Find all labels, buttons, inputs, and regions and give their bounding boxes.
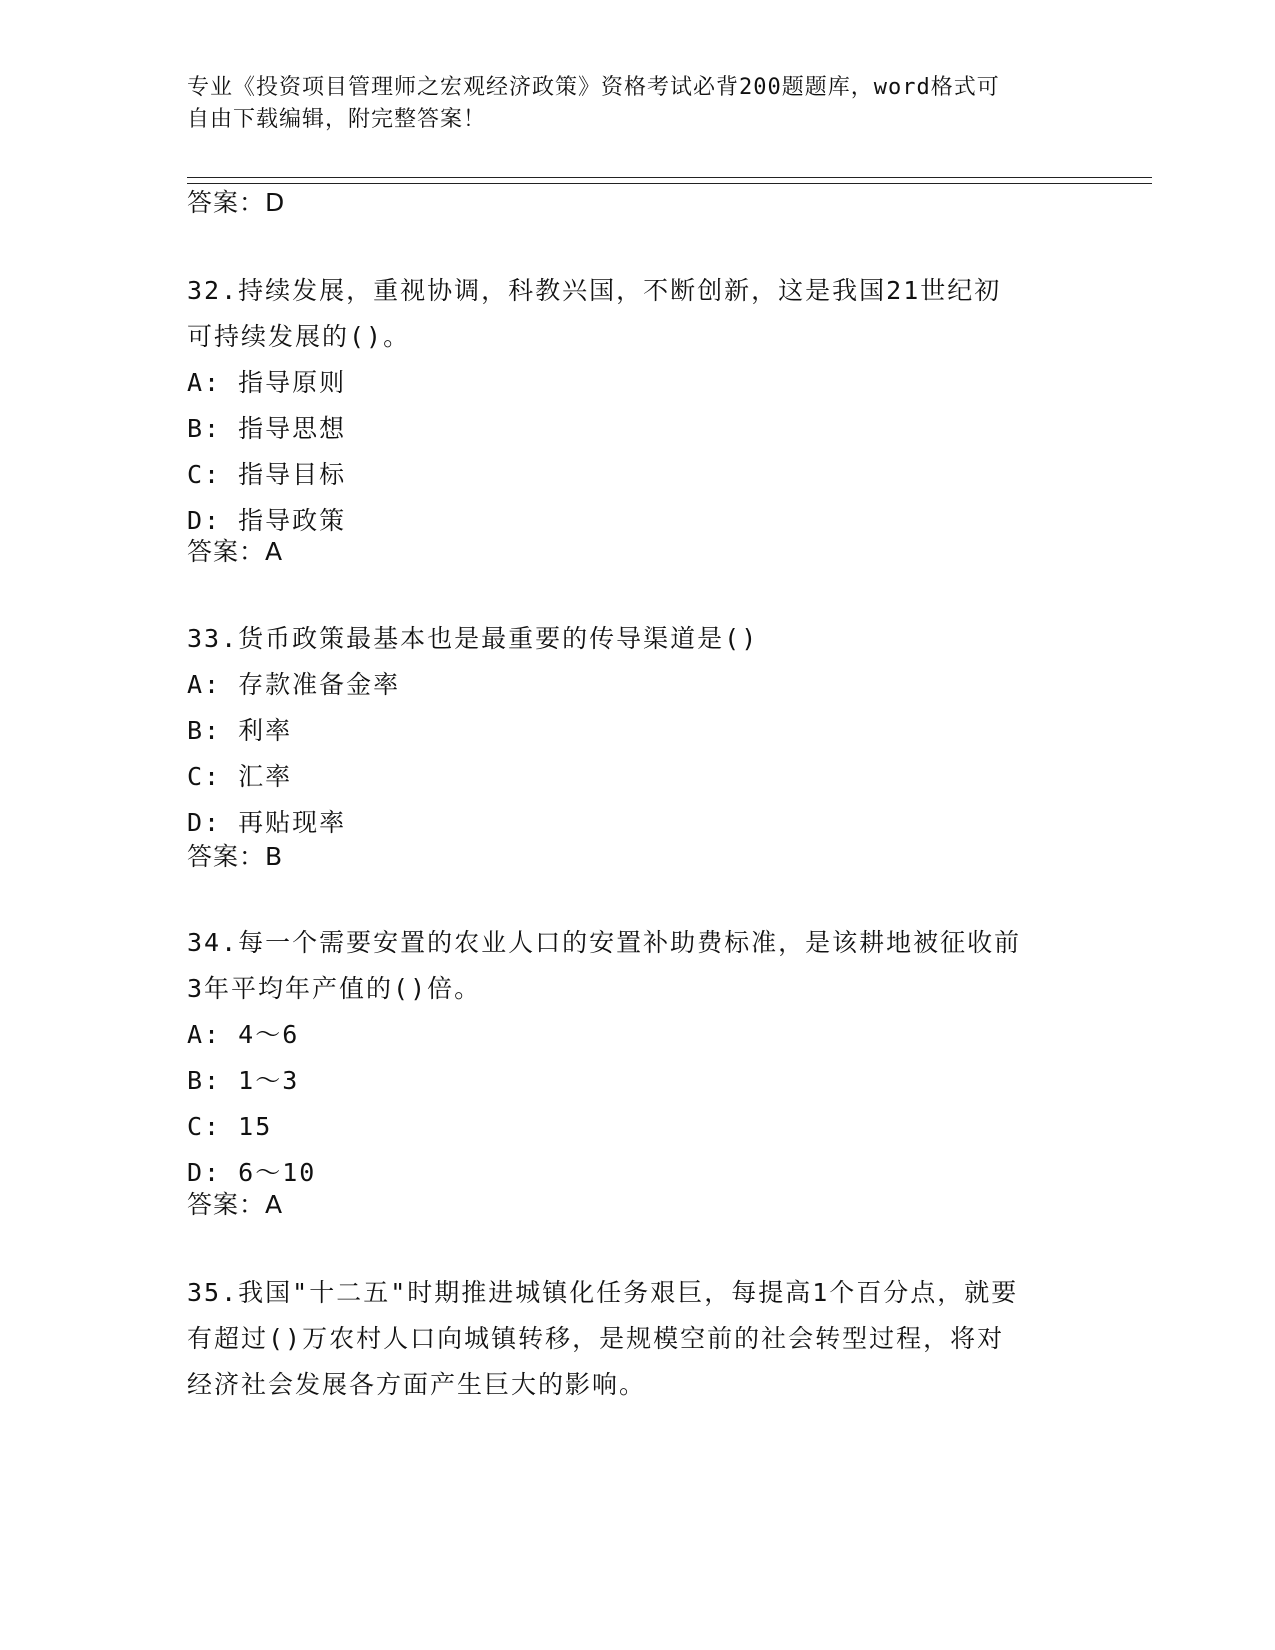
- question-33-option-a: A: 存款准备金率: [187, 670, 401, 699]
- header-line-1: 专业《投资项目管理师之宏观经济政策》资格考试必背200题题库，word格式可: [187, 75, 1000, 100]
- question-32-stem-line-1: 32.持续发展，重视协调，科教兴国，不断创新，这是我国21世纪初: [187, 276, 1002, 305]
- question-33-stem-line-1: 33.货币政策最基本也是最重要的传导渠道是(): [187, 624, 759, 653]
- question-32-stem-line-2: 可持续发展的()。: [187, 322, 411, 351]
- question-35: [187, 1270, 1087, 1408]
- question-34-option-d: D: 6～10: [187, 1158, 317, 1187]
- document-header: [187, 72, 1067, 136]
- header-rule-top: [187, 177, 1152, 178]
- question-33-option-c: C: 汇率: [187, 762, 293, 791]
- question-33-option-b: B: 利率: [187, 716, 293, 745]
- answer-31: 答案：D: [187, 188, 286, 217]
- question-32-option-d: D: 指导政策: [187, 506, 347, 535]
- question-34-stem-line-2: 3年平均年产值的()倍。: [187, 974, 482, 1003]
- question-34-option-c: C: 15: [187, 1112, 273, 1141]
- answer-32: 答案：A: [187, 537, 284, 566]
- question-35-stem-line-1: 35.我国"十二五"时期推进城镇化任务艰巨，每提高1个百分点，就要: [187, 1278, 1019, 1307]
- header-rule-bottom: [187, 183, 1152, 184]
- header-line-2: 自由下载编辑，附完整答案！: [187, 107, 487, 132]
- question-35-stem-line-3: 经济社会发展各方面产生巨大的影响。: [187, 1370, 647, 1399]
- question-32: [187, 268, 1087, 544]
- question-34: [187, 920, 1087, 1196]
- answer-33: 答案：B: [187, 842, 284, 871]
- question-34-option-a: A: 4～6: [187, 1020, 300, 1049]
- question-32-option-a: A: 指导原则: [187, 368, 347, 397]
- question-33-option-d: D: 再贴现率: [187, 808, 347, 837]
- answer-34: 答案：A: [187, 1190, 284, 1219]
- question-33: [187, 616, 1087, 846]
- question-35-stem-line-2: 有超过()万农村人口向城镇转移，是规模空前的社会转型过程，将对: [187, 1324, 1005, 1353]
- question-34-option-b: B: 1～3: [187, 1066, 300, 1095]
- question-34-stem-line-1: 34.每一个需要安置的农业人口的安置补助费标准，是该耕地被征收前: [187, 928, 1022, 957]
- question-32-option-c: C: 指导目标: [187, 460, 347, 489]
- question-32-option-b: B: 指导思想: [187, 414, 347, 443]
